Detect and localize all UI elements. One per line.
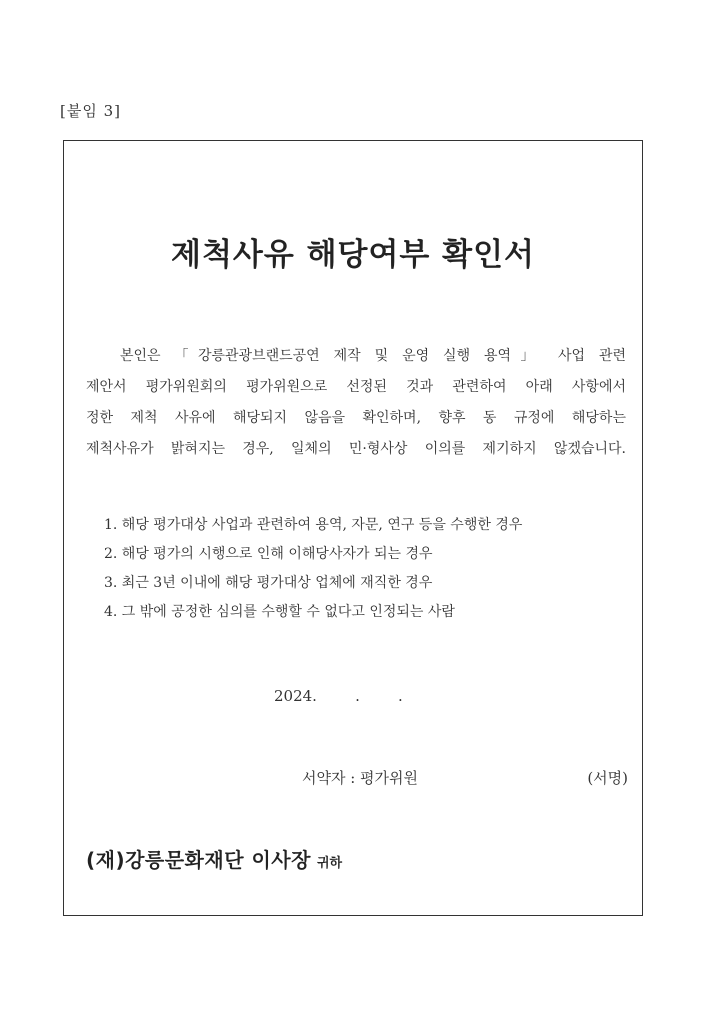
exclusion-item: 3. 최근 3년 이내에 해당 평가대상 업체에 재직한 경우 bbox=[104, 575, 433, 591]
exclusion-item: 2. 해당 평가의 시행으로 인해 이해당사자가 되는 경우 bbox=[104, 546, 433, 562]
exclusion-item: 1. 해당 평가대상 사업과 관련하여 용역, 자문, 연구 등을 수행한 경우 bbox=[104, 517, 523, 533]
exclusion-item: 4. 그 밖에 공정한 심의를 수행할 수 없다고 인정되는 사람 bbox=[104, 604, 455, 620]
document-frame bbox=[63, 140, 643, 916]
signer-label: 서약자 : 평가위원 bbox=[302, 769, 419, 787]
date-line: 2024. . . bbox=[274, 687, 403, 705]
statement-line: 정한 제척 사유에 해당되지 않음을 확인하며, 향후 동 규정에 해당하는 bbox=[86, 410, 626, 426]
statement-paragraph bbox=[86, 341, 626, 465]
statement-line: 제척사유가 밝혀지는 경우, 일체의 민·형사상 이의를 제기하지 않겠습니다. bbox=[86, 441, 626, 457]
recipient bbox=[86, 844, 342, 873]
attachment-label: [붙임 3] bbox=[60, 102, 121, 120]
recipient-honorific: 귀하 bbox=[316, 856, 343, 871]
exclusion-items-list bbox=[104, 511, 522, 627]
statement-line: 제안서 평가위원회의 평가위원으로 선정된 것과 관련하여 아래 사항에서 bbox=[86, 379, 626, 395]
recipient-organization: (재)강릉문화재단 이사장 bbox=[86, 848, 311, 872]
document-title: 제척사유 해당여부 확인서 bbox=[171, 237, 535, 273]
signature-mark: (서명) bbox=[587, 769, 628, 787]
statement-line: 본인은 「강릉관광브랜드공연 제작 및 운영 실행 용역」 사업 관련 bbox=[120, 348, 626, 364]
